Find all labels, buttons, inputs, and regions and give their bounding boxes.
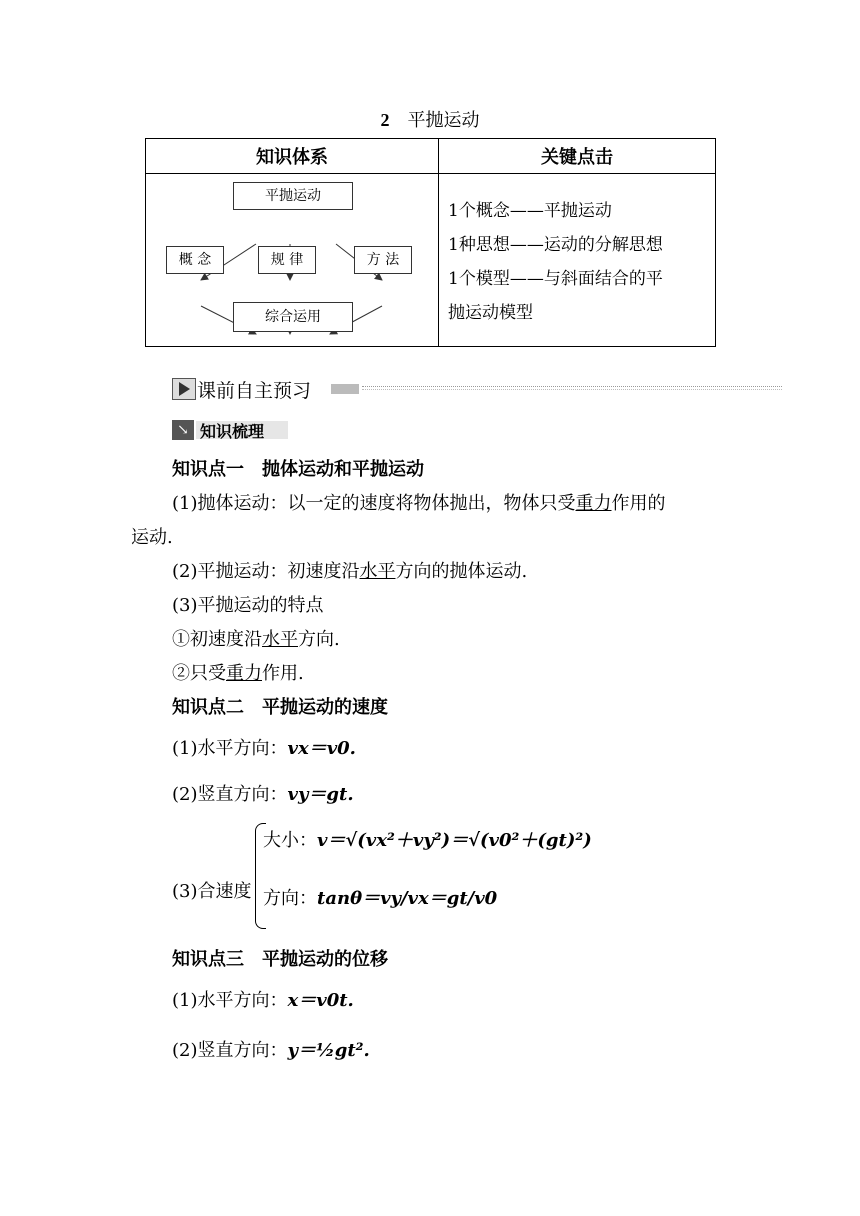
point1-line4: ①初速度沿水平方向. bbox=[172, 629, 340, 650]
title-text: 平抛运动 bbox=[407, 110, 480, 131]
node-concept: 概 念 bbox=[166, 246, 224, 274]
summary-table bbox=[145, 138, 716, 347]
header-key-points: 关键点击 bbox=[439, 139, 716, 174]
header-knowledge-system: 知识体系 bbox=[146, 139, 439, 174]
section-label: 课前自主预习 bbox=[197, 380, 312, 402]
knowledge-diagram bbox=[146, 174, 439, 347]
point2-line2: (2)竖直方向：vy＝gt. bbox=[172, 784, 354, 805]
point1-line1: (1)抛体运动：以一定的速度将物体抛出，物体只受重力作用的 bbox=[172, 493, 666, 514]
arrow-icon: ↘ bbox=[172, 420, 194, 440]
key-point-1: 1个概念——平抛运动 bbox=[448, 201, 612, 221]
point1-line3: (3)平抛运动的特点 bbox=[172, 595, 324, 616]
point3-line1: (1)水平方向：x＝v0t. bbox=[172, 990, 354, 1011]
section-banner bbox=[172, 376, 780, 402]
key-point-2: 1种思想——运动的分解思想 bbox=[448, 235, 663, 255]
node-method: 方 法 bbox=[354, 246, 412, 274]
banner-block bbox=[331, 384, 359, 394]
point2-line1: (1)水平方向：vx＝v0. bbox=[172, 738, 356, 759]
section-number: 2 bbox=[380, 110, 390, 130]
point1-line2: (2)平抛运动：初速度沿水平方向的抛体运动. bbox=[172, 561, 528, 582]
page-title bbox=[0, 106, 860, 132]
key-point-3-cont: 抛运动模型 bbox=[448, 303, 533, 323]
node-application: 综合运用 bbox=[233, 302, 353, 332]
point1-heading: 知识点一 抛体运动和平抛运动 bbox=[172, 459, 424, 480]
point3-line2: (2)竖直方向：y＝½gt². bbox=[172, 1040, 370, 1061]
node-law: 规 律 bbox=[258, 246, 316, 274]
point2-heading: 知识点二 平抛运动的速度 bbox=[172, 697, 388, 718]
point1-line5: ②只受重力作用. bbox=[172, 663, 304, 684]
subsection-label: 知识梳理 bbox=[200, 422, 265, 441]
velocity-magnitude: 大小：v＝√(vx²＋vy²)＝√(v0²＋(gt)²) bbox=[263, 830, 592, 851]
velocity-direction: 方向：tanθ＝vy/vx＝gt/v0 bbox=[263, 888, 498, 909]
play-icon bbox=[172, 378, 196, 400]
point2-line3: (3)合速度 bbox=[172, 881, 252, 902]
key-point-3: 1个模型——与斜面结合的平 bbox=[448, 269, 663, 289]
banner-rule bbox=[362, 386, 782, 390]
point1-line1-cont: 运动. bbox=[131, 527, 173, 548]
node-pingpao: 平抛运动 bbox=[233, 182, 353, 210]
key-points-cell bbox=[439, 174, 716, 347]
point3-heading: 知识点三 平抛运动的位移 bbox=[172, 949, 388, 970]
